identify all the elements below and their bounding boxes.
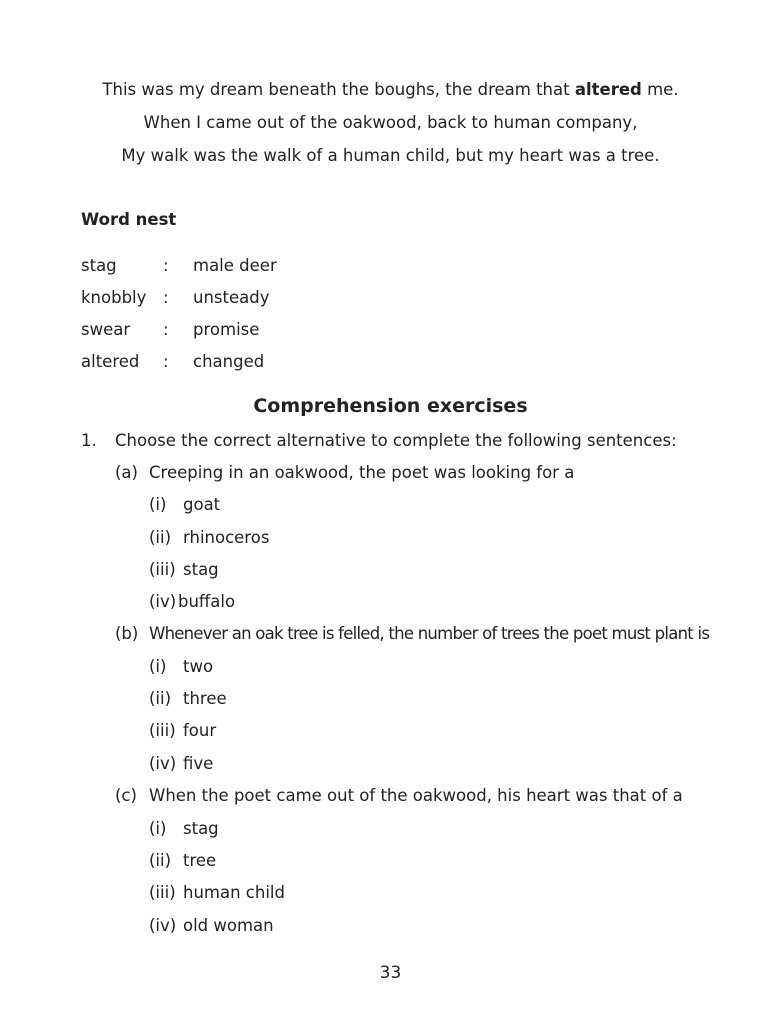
option-label: (iv) — [149, 592, 177, 611]
part-text: Whenever an oak tree is felled, the number of trees the poet must plant is — [149, 624, 710, 643]
option-label: (i) — [149, 819, 167, 838]
word-nest-colon: : — [163, 288, 169, 307]
word-nest-heading: Word nest — [81, 210, 177, 229]
option-label: (iii) — [149, 883, 176, 902]
word-nest-colon: : — [163, 352, 169, 371]
word-nest-word: stag — [81, 256, 117, 275]
option-text: three — [183, 689, 227, 708]
option-text: stag — [183, 560, 219, 579]
option-label: (iii) — [149, 560, 176, 579]
word-nest-colon: : — [163, 256, 169, 275]
question-number: 1. — [81, 431, 97, 450]
word-nest-meaning: unsteady — [193, 288, 270, 307]
poem-bold-word: altered — [574, 80, 642, 99]
option-text: buffalo — [178, 592, 236, 611]
option-label: (i) — [149, 657, 167, 676]
poem-line-1-start: This was my dream beneath the boughs, the dream that — [102, 80, 575, 99]
option-label: (iv) — [149, 916, 177, 935]
word-nest-word: altered — [81, 352, 140, 371]
poem-line-1 — [0, 80, 781, 99]
option-label: (ii) — [149, 851, 172, 870]
word-nest-meaning: promise — [193, 320, 260, 339]
poem-line-1-end: me. — [641, 80, 679, 99]
word-nest-colon: : — [163, 320, 169, 339]
option-text: human child — [183, 883, 285, 902]
option-text: stag — [183, 819, 219, 838]
option-text: two — [183, 657, 214, 676]
part-label: (a) — [115, 463, 138, 482]
word-nest-word: swear — [81, 320, 131, 339]
option-text: tree — [183, 851, 217, 870]
part-text: When the poet came out of the oakwood, his heart was that of a — [149, 786, 683, 805]
option-text: four — [183, 721, 217, 740]
part-text: Creeping in an oakwood, the poet was looking for a — [149, 463, 575, 482]
part-label: (c) — [115, 786, 137, 805]
option-text: old woman — [183, 916, 274, 935]
option-text: five — [183, 754, 214, 773]
option-label: (i) — [149, 495, 167, 514]
word-nest-meaning: male deer — [193, 256, 277, 275]
word-nest-word: knobbly — [81, 288, 147, 307]
exercises-title: Comprehension exercises — [253, 395, 528, 417]
question-text: Choose the correct alternative to complete the following sentences: — [115, 431, 677, 450]
option-label: (ii) — [149, 528, 172, 547]
word-nest-meaning: changed — [193, 352, 265, 371]
option-text: goat — [183, 495, 221, 514]
option-text: rhinoceros — [183, 528, 270, 547]
poem-line-2: When I came out of the oakwood, back to human company, — [143, 113, 638, 132]
option-label: (ii) — [149, 689, 172, 708]
part-label: (b) — [115, 624, 139, 643]
option-label: (iii) — [149, 721, 176, 740]
poem-line-3: My walk was the walk of a human child, but my heart was a tree. — [121, 146, 660, 165]
option-label: (iv) — [149, 754, 177, 773]
page-number: 33 — [379, 963, 402, 983]
